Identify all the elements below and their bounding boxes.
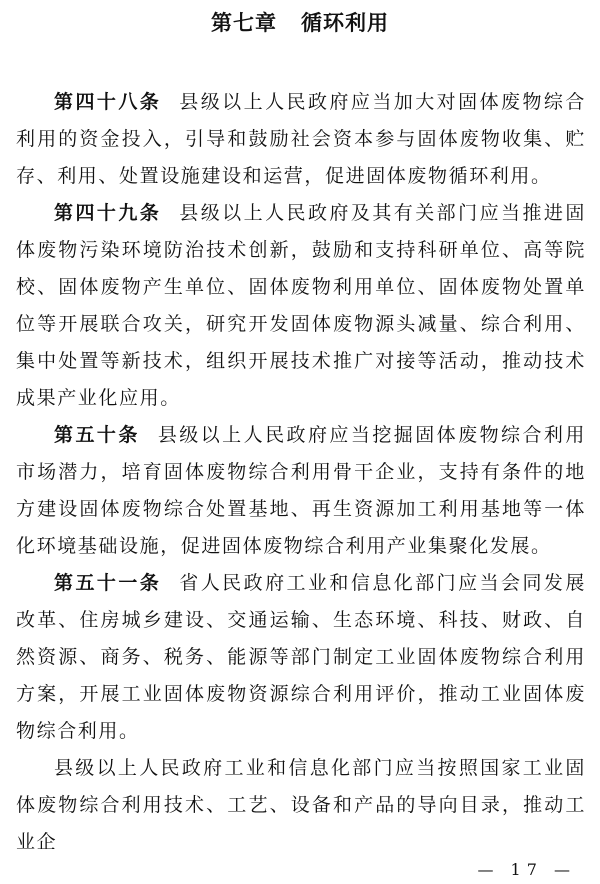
paragraph-text: 县级以上人民政府工业和信息化部门应当按照国家工业固体废物综合利用技术、工艺、设备和产品的导向目录，推动工业企	[16, 757, 586, 853]
article-48	[16, 84, 586, 195]
article-50	[16, 417, 586, 565]
chapter-title: 循环利用	[301, 11, 389, 35]
article-text: 省人民政府工业和信息化部门应当会同发展改革、住房城乡建设、交通运输、生态环境、科技、财政、自然资源、商务、税务、能源等部门制定工业固体废物综合利用方案，开展工业固体废物资源综合利用评价，推动工业固体废物综合利用。	[16, 572, 586, 742]
article-text: 县级以上人民政府应当加大对固体废物综合利用的资金投入，引导和鼓励社会资本参与固体废物收集、贮存、利用、处置设施建设和运营，促进固体废物循环利用。	[16, 91, 586, 187]
page-number: — 17 —	[477, 860, 576, 879]
article-number: 第五十一条	[54, 572, 162, 594]
document-body	[16, 84, 586, 861]
chapter-number: 第七章	[211, 11, 277, 35]
article-51	[16, 565, 586, 750]
article-number: 第四十八条	[54, 91, 162, 113]
article-number: 第四十九条	[54, 202, 162, 224]
article-text: 县级以上人民政府及其有关部门应当推进固体废物污染环境防治技术创新，鼓励和支持科研单位、高等院校、固体废物产生单位、固体废物利用单位、固体废物处置单位等开展联合攻关，研究开发固体废物源头减量、综合利用、集中处置等新技术，组织开展技术推广对接等活动，推动技术成果产业化应用。	[16, 202, 586, 409]
chapter-heading	[0, 8, 600, 38]
article-49	[16, 195, 586, 417]
article-number: 第五十条	[54, 424, 140, 446]
article-text: 县级以上人民政府应当挖掘固体废物综合利用市场潜力，培育固体废物综合利用骨干企业，支持有条件的地方建设固体废物综合处置基地、再生资源加工利用基地等一体化环境基础设施，促进固体废物综合利用产业集聚化发展。	[16, 424, 586, 557]
article-51-continuation	[16, 750, 586, 861]
